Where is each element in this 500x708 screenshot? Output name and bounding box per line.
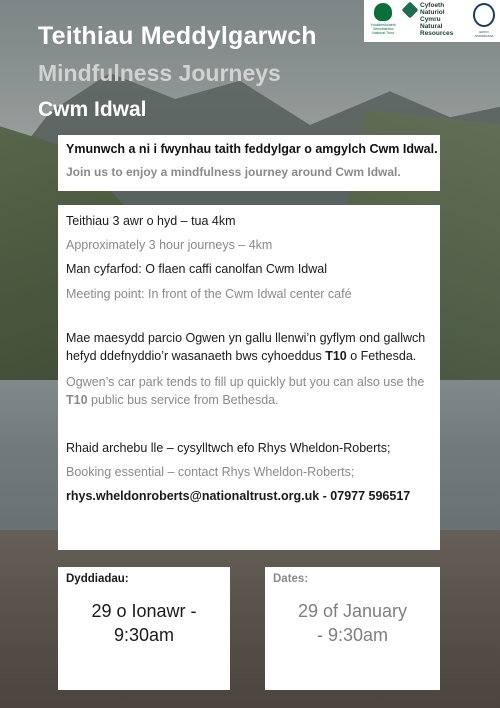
parking-english-text: public bus service from Bethesda.	[87, 393, 279, 407]
snowdonia-text: ERYRI SNOWDONIA	[474, 30, 494, 38]
intro-welsh: Ymunwch a ni i fwynhau taith feddylgar o amgylch Cwm Idwal.	[66, 142, 438, 156]
contact-details[interactable]: rhys.wheldonroberts@nationaltrust.org.uk - 07977 596517	[66, 489, 411, 503]
meeting-welsh: Man cyfarfod: O flaen caffi canolfan Cwm Idwal	[66, 262, 327, 276]
meeting-english: Meeting point: In front of the Cwm Idwal center café	[66, 287, 352, 301]
nrw-line-1: Cyfoeth	[420, 2, 445, 9]
intro-box	[58, 135, 440, 191]
snowdonia-logo	[470, 2, 498, 40]
date-english-line-1: 29 of January	[297, 601, 408, 621]
parking-english-line-1: Ogwen’s car park tends to fill up quickly but you can also use the	[66, 375, 425, 389]
title-welsh: Teithiau Meddylgarwch	[38, 22, 317, 50]
parking-welsh-line-2	[66, 347, 416, 365]
nrw-line-2: Naturiol	[420, 9, 445, 16]
national-trust-text: Ymddiriedolaeth Genedlaethol National Trust	[370, 23, 396, 35]
dates-english-box	[265, 567, 440, 690]
snowdonia-emblem-icon	[473, 3, 495, 27]
parking-welsh-text: hefyd ddefnyddio’r wasanaeth bws cyhoeddus	[66, 349, 326, 363]
partner-logos	[364, 0, 500, 42]
duration-english: Approximately 3 hour journeys – 4km	[66, 238, 273, 252]
bus-route-welsh: T10	[325, 349, 347, 363]
nrw-mark-icon	[402, 2, 419, 19]
booking-welsh: Rhaid archebu lle – cysylltwch efo Rhys Wheldon-Roberts;	[66, 441, 391, 455]
bus-route-english: T10	[66, 393, 88, 407]
parking-welsh-line-1: Mae maesydd parcio Ogwen yn gallu llenwi’n gyflym ond gallwch	[66, 331, 426, 345]
intro-english: Join us to enjoy a mindfulness journey around Cwm Idwal.	[66, 165, 401, 179]
date-value-english	[265, 599, 440, 647]
date-welsh-line-2: 9:30am	[113, 625, 175, 645]
parking-english-line-2	[66, 391, 279, 409]
details-box	[58, 205, 440, 550]
dates-label-english: Dates:	[273, 573, 309, 585]
nrw-line-4: Natural	[420, 23, 443, 30]
duration-welsh: Teithiau 3 awr o hyd – tua 4km	[66, 214, 236, 228]
natural-resources-wales-logo	[402, 2, 466, 40]
national-trust-logo	[368, 2, 398, 40]
location-title: Cwm Idwal	[38, 98, 147, 121]
nrw-text	[420, 2, 453, 37]
oak-leaf-icon	[374, 3, 392, 21]
dates-label-welsh: Dyddiadau:	[66, 573, 129, 585]
nrw-line-5: Resources	[420, 30, 454, 37]
date-value-welsh	[58, 599, 230, 647]
title-english: Mindfulness Journeys	[38, 60, 281, 86]
booking-english: Booking essential – contact Rhys Wheldon-Roberts;	[66, 465, 355, 479]
date-welsh-line-1: 29 o Ionawr -	[91, 601, 197, 621]
parking-welsh-end: o Fethesda.	[346, 349, 417, 363]
date-english-line-2: - 9:30am	[316, 625, 389, 645]
nrw-line-3: Cymru	[420, 16, 441, 23]
dates-welsh-box	[58, 567, 230, 690]
